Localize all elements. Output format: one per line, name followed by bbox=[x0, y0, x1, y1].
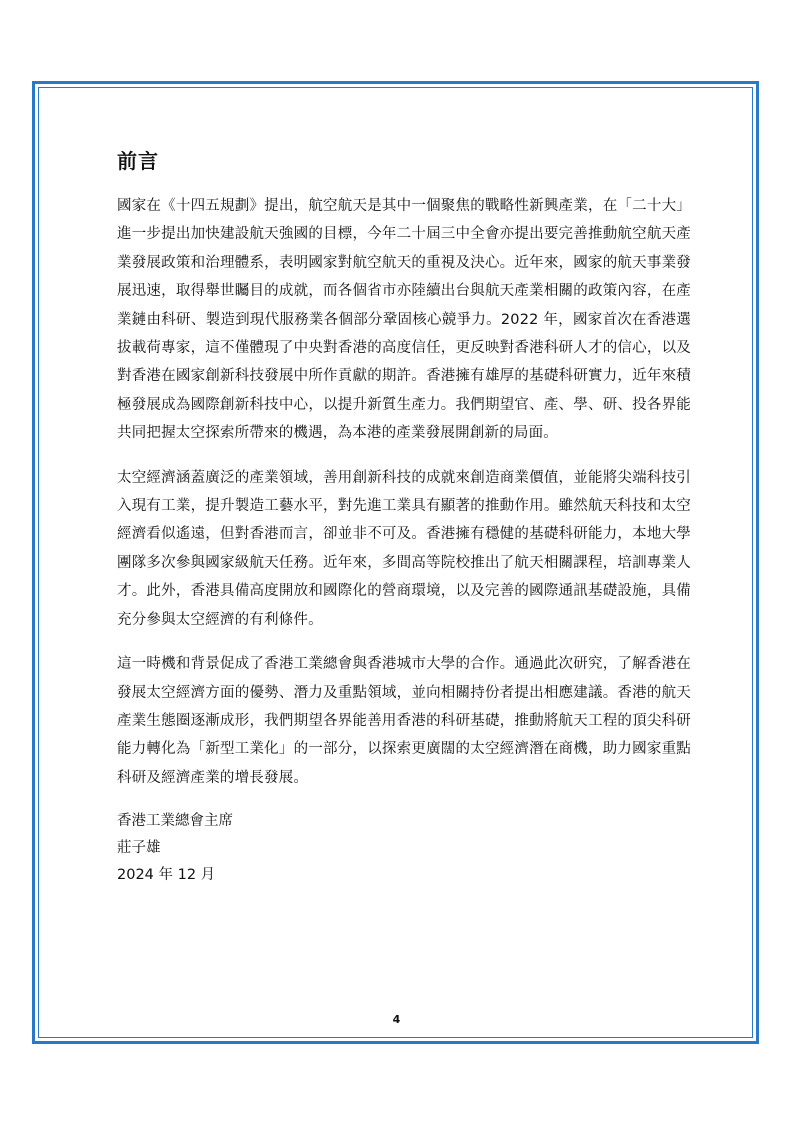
page-title: 前言 bbox=[117, 149, 159, 173]
signature-date: 2024 年 12 月 bbox=[117, 867, 216, 884]
foreword-section bbox=[117, 148, 691, 889]
paragraph-3: 這一時機和背景促成了香港工業總會與香港城市大學的合作。通過此次研究，了解香港在發展太空經濟方面的優勢、潛力及重點領域，並向相關持份者提出相應建議。香港的航天產業生態圈逐漸成形，我們期望各界能善用香港的科研基礎，推動將航天工程的頂尖科研能力轉化為「新型工業化」的一部分，以探索更廣闊的太空經濟潛在商機，助力國家重點科研及經濟產業的增長發展。 bbox=[117, 656, 691, 786]
paragraph-2: 太空經濟涵蓋廣泛的產業領域，善用創新科技的成就來創造商業價值，並能將尖端科技引入現有工業，提升製造工藝水平，對先進工業具有顯著的推動作用。雖然航天科技和太空經濟看似遙遠，但對香港而言，卻並非不可及。香港擁有穩健的基礎科研能力，本地大學團隊多次參與國家級航天任務。近年來，多間高等院校推出了航天相關課程，培訓專業人才。此外，香港具備高度開放和國際化的營商環境，以及完善的國際通訊基礎設施，具備充分參與太空經濟的有利條件。 bbox=[117, 469, 691, 628]
signature-block bbox=[117, 808, 691, 889]
paragraph-1: 國家在《十四五規劃》提出，航空航天是其中一個聚焦的戰略性新興產業，在「二十大」進一步提出加快建設航天強國的目標，今年二十屆三中全會亦提出要完善推動航空航天產業發展政策和治理體系，表明國家對航空航天的重視及決心。近年來，國家的航天事業發展迅速，取得舉世矚目的成就，而各個省市亦陸續出台與航天產業相關的政策內容，在產業鏈由科研、製造到現代服務業各個部分鞏固核心競爭力。2022 年，國家首次在香港選拔載荷專家，這不僅體現了中央對香港的高度信任，更反映對香港科研人才的信心，以及對香港在國家創新科技發展中所作貢獻的期許。香港擁有雄厚的基礎科研實力，近年來積極發展成為國際創新科技中心，以提升新質生產力。我們期望官、產、學、研、投各界能共同把握太空探索所帶來的機遇，為本港的產業發展開創新的局面。 bbox=[117, 198, 691, 442]
page-number: 4 bbox=[392, 1013, 401, 1026]
signature-organization: 香港工業總會主席 bbox=[117, 813, 233, 830]
signature-name: 莊子雄 bbox=[117, 840, 161, 857]
